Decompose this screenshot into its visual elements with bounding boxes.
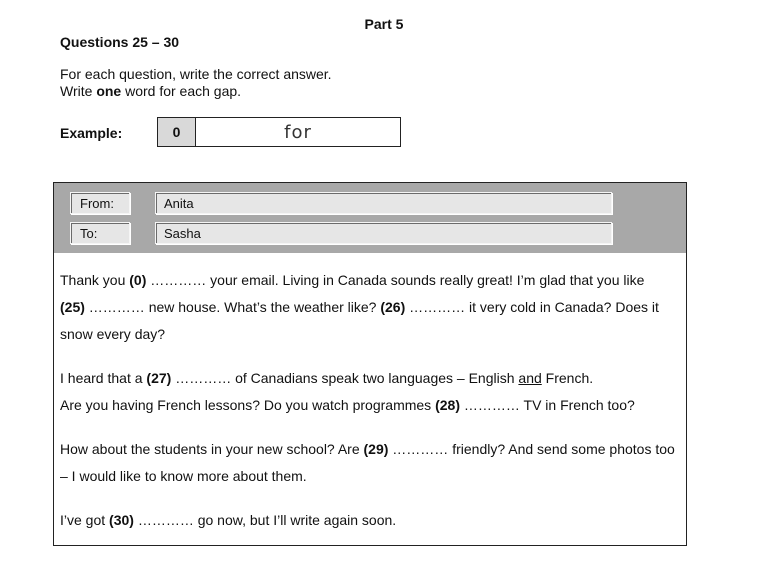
email-body: [60, 267, 682, 534]
instruction-text: Write: [60, 83, 97, 99]
answer-gap: …………: [405, 299, 470, 315]
question-number: (28): [435, 397, 460, 413]
question-number: (26): [380, 299, 406, 315]
example-box: [157, 117, 401, 147]
answer-gap: …………: [133, 512, 198, 528]
text: go now, but I’ll write again soon.: [197, 512, 397, 528]
email-paragraph-3: [60, 436, 682, 490]
text: How about the students in your new school? Are: [60, 441, 364, 457]
question-number: (30): [109, 512, 134, 528]
text: I’ve got: [60, 512, 110, 528]
question-number: (29): [363, 441, 389, 457]
answer-gap: …………: [84, 299, 149, 315]
instructions: [60, 66, 332, 100]
instruction-emphasis: one: [96, 83, 122, 99]
text: friendly? And send some photos too – I would like to know more about them.: [60, 441, 675, 484]
questions-title: Questions 25 – 30: [60, 34, 180, 50]
instruction-line-1: For each question, write the correct answer.: [60, 66, 332, 82]
question-number: (0): [129, 272, 147, 288]
email-header: [54, 183, 686, 253]
from-label: From:: [70, 192, 130, 214]
answer-gap: …………: [388, 441, 453, 457]
text: TV in French too?: [523, 397, 635, 413]
part-title: Part 5: [364, 16, 404, 32]
example-label: Example:: [60, 125, 123, 141]
text: it very cold in Canada? Does it snow every day?: [60, 299, 659, 342]
answer-gap: …………: [171, 370, 236, 386]
text: your email. Living in Canada sounds really great! I’m glad that you like: [210, 272, 645, 288]
example-answer: for: [284, 121, 312, 143]
text: Thank you: [60, 272, 130, 288]
question-number: (25): [60, 299, 85, 315]
instruction-text: word for each gap.: [121, 83, 242, 99]
email-paragraph-4: [60, 507, 682, 534]
answer-gap: …………: [459, 397, 524, 413]
text: new house. What’s the weather like?: [148, 299, 381, 315]
to-field: Sasha: [155, 222, 612, 244]
text: French.: [541, 370, 594, 386]
from-field: Anita: [155, 192, 612, 214]
text: of Canadians speak two languages – English: [235, 370, 519, 386]
text: I heard that a: [60, 370, 147, 386]
email-paragraph-2: [60, 365, 682, 419]
answer-gap: …………: [146, 272, 211, 288]
email-box: [53, 182, 687, 546]
instruction-line-2: [60, 83, 332, 100]
text: Are you having French lessons? Do you watch programmes: [60, 397, 436, 413]
question-number: (27): [146, 370, 172, 386]
email-paragraph-1: [60, 267, 682, 348]
underlined-word: and: [518, 370, 542, 386]
example-number: 0: [158, 118, 196, 146]
to-label: To:: [70, 222, 130, 244]
